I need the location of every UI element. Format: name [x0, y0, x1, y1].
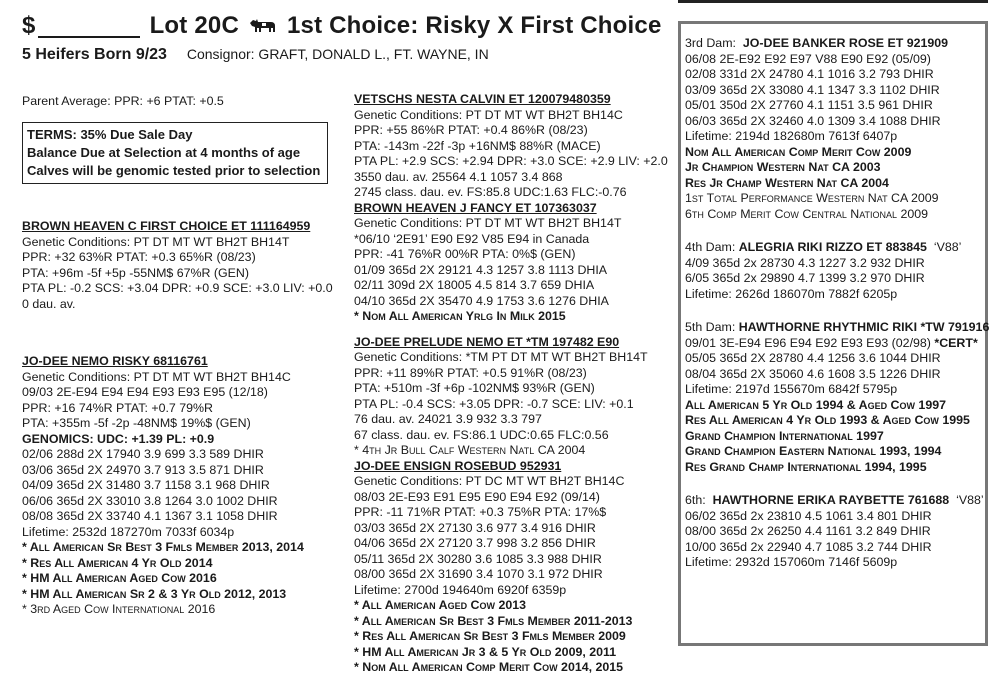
granddam-honor: * All American Aged Cow 2013	[354, 598, 527, 612]
pgd-line: 01/09 365d 2X 29121 4.3 1257 3.8 1113 DHIA	[354, 262, 608, 277]
dam6-suffix: ‘V88’	[956, 493, 984, 507]
mgs-line: PPR: +55 86%R PTAT: +0.4 86%R (08/23)	[354, 123, 588, 137]
dam-honor: * HM All American Aged Cow 2016	[22, 571, 217, 585]
pgd-line: 04/10 365d 2X 35470 4.9 1753 3.6 1276 DHIA	[354, 293, 609, 308]
granddam-line: 08/00 365d 2X 31690 3.4 1070 3.1 972 DHIR	[354, 567, 603, 581]
mgs2-line: PTA: +510m -3f +6p -102NM$ 93%R (GEN)	[354, 381, 595, 395]
dam3-line: Lifetime: 2194d 182680m 7613f 6407p	[685, 129, 898, 143]
dam-line: PTA: +355m -5f -2p -48NM$ 19%$ (GEN)	[22, 416, 251, 430]
dam-section	[22, 354, 304, 618]
granddam-line: 08/03 2E-E93 E91 E95 E90 E94 E92 (09/14)	[354, 489, 600, 504]
dam5-honor: All American 5 Yr Old 1994 & Aged Cow 1997	[685, 397, 946, 412]
sire-line: PTA PL: -0.2 SCS: +3.04 DPR: +0.9 SCE: +3.0 LIV: +0.0	[22, 281, 333, 295]
dam3-prefix: 3rd Dam:	[685, 36, 736, 50]
mgs2-line: PTA PL: -0.4 SCS: +3.05 DPR: -0.7 SCE: LIV: +0.1	[354, 396, 634, 411]
dam6-prefix: 6th:	[685, 493, 706, 507]
dam3-honor: 6th Comp Merit Cow Central National 2009	[685, 206, 929, 221]
top-rule	[678, 0, 988, 3]
dam3-line: 06/08 2E-E92 E92 E97 V88 E90 E92 (05/09)	[685, 51, 931, 66]
dam-record: 08/08 365d 2X 33740 4.1 1367 3.1 1058 DHIR	[22, 509, 278, 523]
dam-honor: * All American Sr Best 3 Fmls Member 2013, 2014	[22, 540, 304, 554]
granddam-name: JO-DEE ENSIGN ROSEBUD 952931	[354, 458, 562, 473]
pgd-honor: * Nom All American Yrlg In Milk 2015	[354, 309, 566, 323]
dam5-name: HAWTHORNE RHYTHMIC RIKI *TW 791916	[738, 320, 990, 334]
lot-title	[22, 12, 672, 40]
sire-line: PPR: +32 63%R PTAT: +0.3 65%R (08/23)	[22, 250, 256, 264]
sire-name: BROWN HEAVEN C FIRST CHOICE ET 111164959	[22, 219, 311, 233]
dollar-sign: $	[22, 12, 36, 39]
consignor: Consignor: GRAFT, DONALD L., FT. WAYNE, IN	[186, 46, 489, 62]
dam-honor: * 3rd Aged Cow International 2016	[22, 602, 216, 616]
dam3-line: 05/01 350d 2X 27760 4.1 1151 3.5 961 DHIR	[685, 98, 933, 112]
dam3-name: JO-DEE BANKER ROSE ET 921909	[742, 36, 949, 50]
dam3-honor: Jr Champion Western Nat CA 2003	[685, 160, 881, 174]
pgd-line: PPR: -41 76%R 00%R PTA: 0%$ (GEN)	[354, 247, 576, 261]
mgs2-line: * 4th Jr Bull Calf Western Natl CA 2004	[354, 443, 586, 457]
dam-lifetime: Lifetime: 2532d 187270m 7033f 6034p	[22, 524, 235, 539]
dam4-suffix: ‘V88’	[933, 240, 962, 254]
dam-honor: * HM All American Sr 2 & 3 Yr Old 2012, 2013	[22, 586, 287, 601]
dam3-honor: 1st Total Performance Western Nat CA 2009	[685, 191, 939, 205]
granddam-line: Lifetime: 2700d 194640m 6920f 6359p	[354, 582, 567, 597]
granddam-line: PPR: -11 71%R PTAT: +0.3 75%R PTA: 17%$	[354, 505, 607, 519]
dam5-prefix: 5th Dam:	[685, 320, 736, 334]
dam5-honor: Res All American 4 Yr Old 1993 & Aged Cow 1995	[685, 413, 970, 427]
lot-number: Lot 20C	[149, 12, 239, 39]
terms-line: Balance Due at Selection at 4 months of age	[27, 145, 301, 160]
dam6-line: 08/00 365d 2x 26250 4.4 1161 3.2 849 DHIR	[685, 524, 931, 538]
dam6-line: 06/02 365d 2x 23810 4.5 1061 3.4 801 DHIR	[685, 508, 932, 523]
lot-header	[22, 12, 672, 64]
parent-average	[22, 94, 224, 110]
dam5-line: 09/01 3E-E94 E96 E94 E92 E93 E93 (02/98)	[685, 335, 931, 350]
dam5-honor: Grand Champion International 1997	[685, 428, 884, 443]
sire-section	[22, 219, 333, 312]
dam4-line: 4/09 365d 2x 28730 4.3 1227 3.2 932 DHIR	[685, 255, 925, 270]
dam3-line: 03/09 365d 2X 33080 4.1 1347 3.3 1102 DHIR	[685, 82, 940, 97]
mgs-line: PTA PL: +2.9 SCS: +2.94 DPR: +3.0 SCE: +2.9 LIV: +2.0	[354, 154, 668, 168]
middle-column	[354, 92, 668, 676]
mgs2-line: 76 dau. av. 24021 3.9 932 3.3 797	[354, 412, 542, 426]
dam-record: 06/06 365d 2X 33010 3.8 1264 3.0 1002 DHIR	[22, 493, 278, 508]
granddam-line: Genetic Conditions: PT DC MT WT BH2T BH14C	[354, 474, 625, 488]
lot-cross: 1st Choice: Risky X First Choice	[286, 12, 662, 39]
granddam-honor: * Nom All American Comp Merit Cow 2014, 2015	[354, 660, 624, 674]
dam-record: 04/09 365d 2X 31480 3.7 1158 3.1 968 DHIR	[22, 478, 270, 492]
dam-genomics: GENOMICS: UDC: +1.39 PL: +0.9	[22, 431, 215, 446]
dam5-honor: Grand Champion Eastern National 1993, 1994	[685, 444, 942, 458]
dam-record: 03/06 365d 2X 24970 3.7 913 3.5 871 DHIR	[22, 462, 264, 477]
dam-line: PPR: +16 74%R PTAT: +0.7 79%R	[22, 400, 213, 415]
sire-line: Genetic Conditions: PT DT MT WT BH2T BH14T	[22, 234, 290, 249]
mgs-line: PTA: -143m -22f -3p +16NM$ 88%R (MACE)	[354, 138, 601, 153]
heifers-born: 5 Heifers Born 9/23	[22, 46, 167, 63]
granddam-honor: * All American Sr Best 3 Fmls Member 2011-2013	[354, 613, 633, 628]
dam5-line: 08/04 365d 2X 35060 4.6 1608 3.5 1226 DHIR	[685, 366, 941, 381]
granddam-line: 03/03 365d 2X 27130 3.6 977 3.4 916 DHIR	[354, 520, 596, 535]
dam3-line: 06/03 365d 2X 32460 4.0 1309 3.4 1088 DHIR	[685, 113, 941, 128]
dam6-name: HAWTHORNE ERIKA RAYBETTE 761688	[712, 493, 950, 507]
dam5-line: 05/05 365d 2X 28780 4.4 1256 3.6 1044 DHIR	[685, 351, 941, 365]
mgs2-line: PPR: +11 89%R PTAT: +0.5 91%R (08/23)	[354, 365, 587, 380]
mgs-line: 2745 class. dau. ev. FS:85.8 UDC:1.63 FLC:-0.76	[354, 185, 627, 199]
dam-record: 02/06 288d 2X 17940 3.9 699 3.3 589 DHIR	[22, 447, 264, 461]
pgd-line: 02/11 309d 2X 18005 4.5 814 3.7 659 DHIA	[354, 278, 595, 292]
dam5-honor: Res Grand Champ International 1994, 1995	[685, 459, 927, 474]
sire-line: PTA: +96m -5f +5p -55NM$ 67%R (GEN)	[22, 265, 250, 280]
dam3-honor: Nom All American Comp Merit Cow 2009	[685, 144, 912, 159]
mgs-line: 3550 dau. av. 25564 4.1 1057 3.4 868	[354, 169, 563, 184]
mgs2-line: 67 class. dau. ev. FS:86.1 UDC:0.65 FLC:0.56	[354, 427, 609, 442]
dam4-prefix: 4th Dam:	[685, 240, 736, 254]
granddam-honor: * HM All American Jr 3 & 5 Yr Old 2009, 2011	[354, 644, 617, 659]
pgd-name: BROWN HEAVEN J FANCY ET 107363037	[354, 200, 597, 215]
dam6-line: Lifetime: 2932d 157060m 7146f 5609p	[685, 555, 898, 569]
dam5-line: Lifetime: 2197d 155670m 6842f 5795p	[685, 382, 898, 396]
terms-line: TERMS: 35% Due Sale Day	[27, 127, 193, 142]
sire-line: 0 dau. av.	[22, 296, 76, 311]
dam4-name: ALEGRIA RIKI RIZZO ET 883845	[738, 240, 927, 254]
price-blank	[38, 14, 140, 38]
mgs2-line: Genetic Conditions: *TM PT DT MT WT BH2T BH14T	[354, 350, 648, 364]
cow-icon	[249, 17, 277, 35]
dam-honor: * Res All American 4 Yr Old 2014	[22, 555, 213, 570]
dam6-line: 10/00 365d 2x 22940 4.7 1085 3.2 744 DHIR	[685, 539, 932, 554]
dam3-line: 02/08 331d 2X 24780 4.1 1016 3.2 793 DHIR	[685, 67, 934, 81]
dam4-line: 6/05 365d 2x 29890 4.7 1399 3.2 970 DHIR	[685, 271, 925, 285]
lot-subline	[22, 46, 672, 64]
terms-line: Calves will be genomic tested prior to selection	[27, 163, 321, 178]
dam3-honor: Res Jr Champ Western Nat CA 2004	[685, 175, 889, 190]
pgd-line: Genetic Conditions: PT DT MT WT BH2T BH14T	[354, 216, 622, 230]
parent-average-text: Parent Average: PPR: +6 PTAT: +0.5	[22, 94, 224, 108]
mgs-name: VETSCHS NESTA CALVIN ET 120079480359	[354, 92, 611, 106]
mgs2-name: JO-DEE PRELUDE NEMO ET *TM 197482 E90	[354, 334, 620, 349]
granddam-honor: * Res All American Sr Best 3 Fmls Member 2009	[354, 629, 626, 643]
dam-line: Genetic Conditions: PT DT MT WT BH2T BH14C	[22, 369, 291, 384]
pgd-line: *06/10 ‘2E91’ E90 E92 V85 E94 in Canada	[354, 231, 590, 246]
dam-name: JO-DEE NEMO RISKY 68116761	[22, 354, 208, 368]
dam-line: 09/03 2E-E94 E94 E94 E93 E93 E95 (12/18)	[22, 385, 268, 399]
mgs-line: Genetic Conditions: PT DT MT WT BH2T BH14C	[354, 107, 623, 122]
dam5-cert: *CERT*	[934, 335, 978, 350]
terms-box	[22, 122, 328, 184]
granddam-line: 04/06 365d 2X 27120 3.7 998 3.2 856 DHIR	[354, 536, 596, 550]
dam4-line: Lifetime: 2626d 186070m 7882f 6205p	[685, 286, 898, 301]
granddam-line: 05/11 365d 2X 30280 3.6 1085 3.3 988 DHIR	[354, 551, 602, 566]
ancestors-column	[685, 36, 989, 571]
